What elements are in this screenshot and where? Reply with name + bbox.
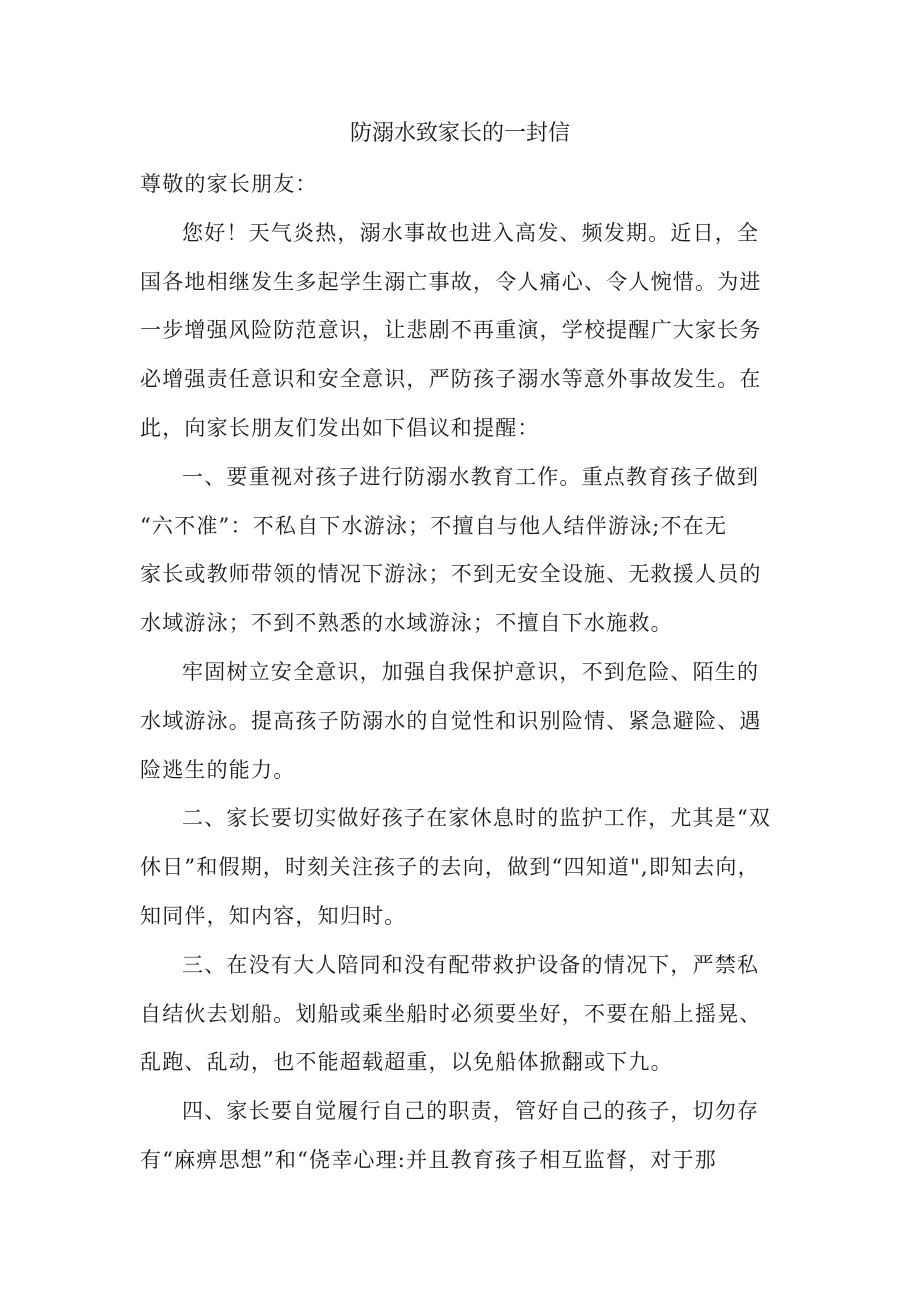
body-line: 牢固树立安全意识，加强自我保护意识，不到危险、陌生的 [182,659,760,684]
body-line: 乱跑、乱动，也不能超载超重，以免船体掀翻或下九。 [140,1050,673,1075]
body-line: 有“麻痹思想”和“侥幸心理:并且教育孩子相互监督，对于那 [140,1147,717,1172]
body-line: 水域游泳；不到不熟悉的水域游泳；不擅自下水施救。 [140,611,673,636]
body-line: 您好！天气炎热，溺水事故也进入高发、频发期。近日，全 [182,220,760,245]
body-line: 知同伴，知内容，知归时。 [140,903,407,928]
body-line: 险逃生的能力。 [140,757,296,782]
body-line: 一、要重视对孩子进行防溺水教育工作。重点教育孩子做到 [182,464,760,489]
body-line: 休日”和假期，时刻关注孩子的去向，做到“四知道",即知去向， [140,855,760,880]
body-line: 家长或教师带领的情况下游泳；不到无安全设施、无救援人员的 [140,562,762,587]
salutation: 尊敬的家长朋友： [140,172,318,196]
body-line: 三、在没有大人陪同和没有配带救护设备的情况下，严禁私 [182,952,760,977]
body-line: 国各地相继发生多起学生溺亡事故，令人痛心、令人惋惜。为进 [140,269,762,294]
body-line: 四、家长要自觉履行自己的职责，管好自己的孩子，切勿存 [182,1099,760,1124]
body-line: 二、家长要切实做好孩子在家休息时的监护工作，尤其是“双 [182,806,772,831]
body-line: “六不准”：不私自下水游泳；不擅自与他人结伴游泳;不在无 [140,513,728,538]
body-line: 一步增强风险防范意识，让悲剧不再重演，学校提醒广大家长务 [140,318,762,343]
body-line: 自结伙去划船。划船或乘坐船时必须要坐好，不要在船上摇晃、 [140,1001,762,1026]
body-line: 此，向家长朋友们发出如下倡议和提醒： [140,415,540,440]
body-line: 水域游泳。提高孩子防溺水的自觉性和识别险情、紧急避险、遇 [140,708,762,733]
document-body [140,160,800,1185]
body-line: 必增强责任意识和安全意识，严防孩子溺水等意外事故发生。在 [140,367,762,392]
document-title: 防溺水致家长的一封信 [349,121,570,146]
